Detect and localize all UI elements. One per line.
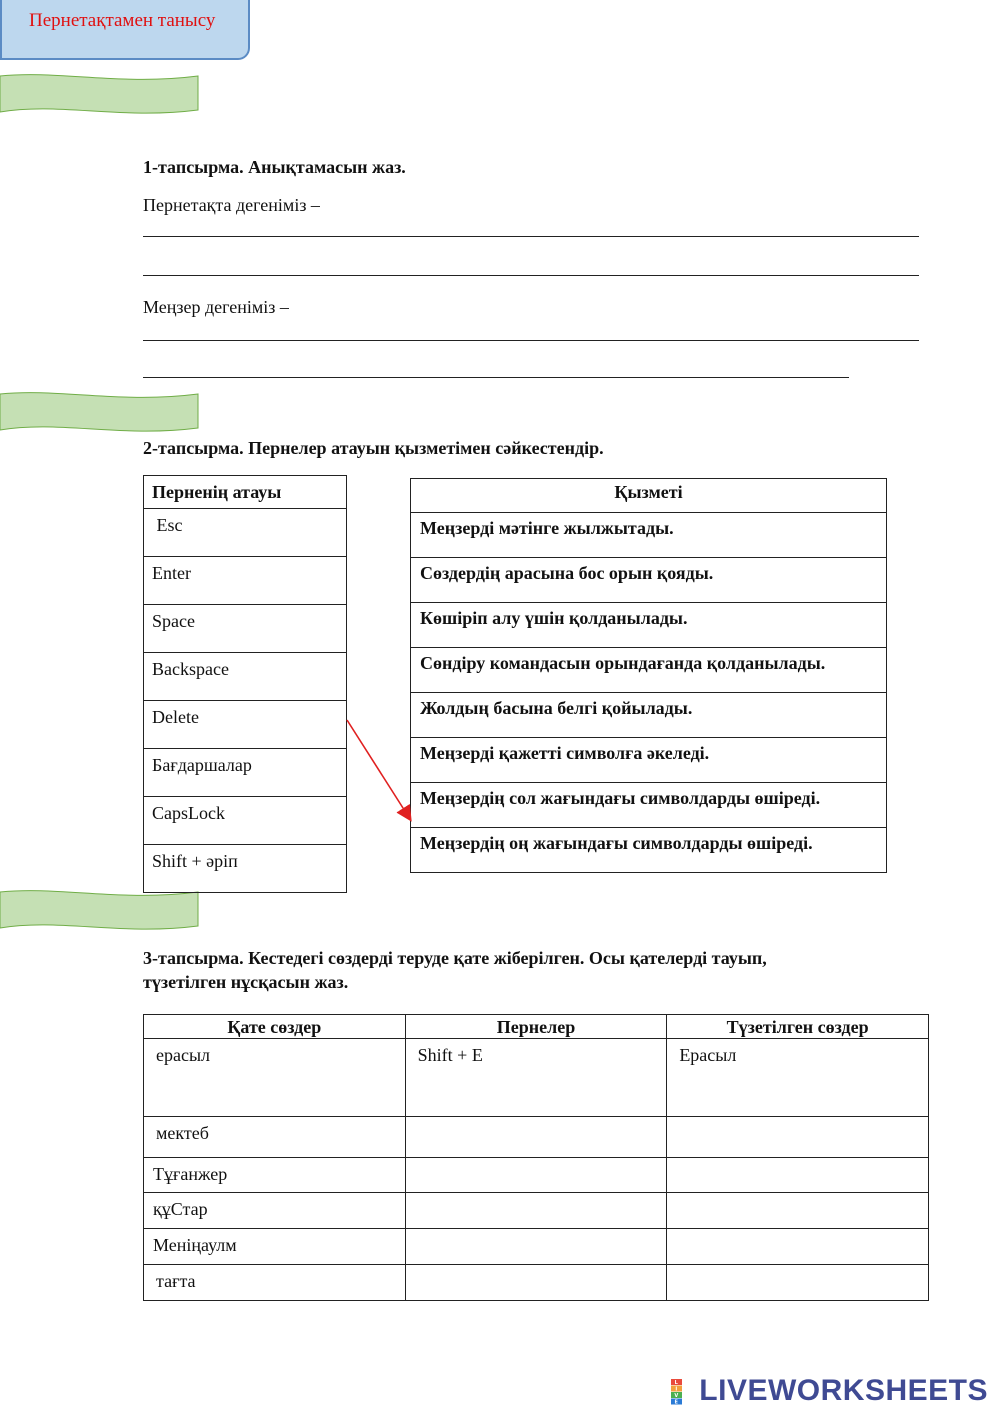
function-item[interactable]: Жолдың басына белгі қойылады. <box>411 693 887 738</box>
logo-mark-letter: E <box>674 1399 679 1406</box>
corrected-word-cell[interactable] <box>667 1158 929 1193</box>
key-item[interactable]: CapsLock <box>144 797 347 845</box>
logo-mark-letter: L <box>674 1380 679 1387</box>
corrected-word-cell[interactable]: Ерасыл <box>667 1039 929 1117</box>
key-item[interactable]: Enter <box>144 557 347 605</box>
function-item[interactable]: Меңзерді мәтінге жылжытады. <box>411 513 887 558</box>
match-arrow <box>340 715 420 830</box>
keys-cell[interactable] <box>405 1193 667 1229</box>
function-item[interactable]: Сөздердің арасына бос орын қояды. <box>411 558 887 603</box>
col-header-wrong-words: Қате сөздер <box>144 1015 406 1039</box>
errors-table <box>143 1014 929 1301</box>
task1-prompt-cursor: Меңзер дегеніміз – <box>143 297 289 317</box>
answer-line[interactable] <box>143 377 849 378</box>
function-item[interactable]: Меңзерді қажетті символға әкеледі. <box>411 738 887 783</box>
keys-cell[interactable] <box>405 1265 667 1301</box>
wrong-word-cell: Тұғанжер <box>144 1158 406 1193</box>
function-item[interactable]: Меңзердің сол жағындағы символдарды өшіреді. <box>411 783 887 828</box>
liveworksheets-logo <box>671 1374 988 1408</box>
page-title: Пернетақтамен танысу <box>0 0 250 60</box>
col-header-corrected-words: Түзетілген сөздер <box>667 1015 929 1039</box>
wrong-word-cell: Меніңаулм <box>144 1229 406 1265</box>
key-item[interactable]: Backspace <box>144 653 347 701</box>
key-item[interactable]: Shift + әріп <box>144 845 347 893</box>
function-item[interactable]: Сөндіру командасын орындағанда қолданылады. <box>411 648 887 693</box>
key-item[interactable]: Бағдаршалар <box>144 749 347 797</box>
functions-header: Қызметі <box>411 479 887 513</box>
task3-heading: 3-тапсырма. Кестедегі сөздерді теруде қате жіберілген. Осы қателерді тауып, түзетілген нұсқасын жаз. <box>143 948 767 992</box>
function-item[interactable]: Көшіріп алу үшін қолданылады. <box>411 603 887 648</box>
liveworksheets-logo-icon <box>671 1379 695 1405</box>
wrong-word-cell: тағта <box>144 1265 406 1301</box>
logo-mark-letter: I <box>675 1386 678 1393</box>
keys-cell[interactable] <box>405 1158 667 1193</box>
col-header-keys: Пернелер <box>405 1015 667 1039</box>
task2-heading: 2-тапсырма. Пернелер атауын қызметімен сәйкестендір. <box>143 438 604 458</box>
task1-heading: 1-тапсырма. Анықтамасын жаз. <box>143 157 406 177</box>
keys-table <box>143 475 347 893</box>
keys-cell[interactable] <box>405 1117 667 1158</box>
corrected-word-cell[interactable] <box>667 1193 929 1229</box>
wrong-word-cell: құСтар <box>144 1193 406 1229</box>
corrected-word-cell[interactable] <box>667 1265 929 1301</box>
functions-table <box>410 478 887 873</box>
key-item[interactable]: Space <box>144 605 347 653</box>
section-ribbon-2 <box>0 390 200 434</box>
answer-line[interactable] <box>143 236 919 237</box>
section-ribbon-1 <box>0 72 200 116</box>
wrong-word-cell: ерасыл <box>144 1039 406 1117</box>
key-item[interactable]: Delete <box>144 701 347 749</box>
wrong-word-cell: мектеб <box>144 1117 406 1158</box>
keys-cell[interactable] <box>405 1229 667 1265</box>
task1-prompt-keyboard: Пернетақта дегеніміз – <box>143 195 320 215</box>
corrected-word-cell[interactable] <box>667 1229 929 1265</box>
section-ribbon-3 <box>0 888 200 932</box>
keys-cell[interactable]: Shift + Е <box>405 1039 667 1117</box>
answer-line[interactable] <box>143 340 919 341</box>
function-item[interactable]: Меңзердің оң жағындағы символдарды өшіреді. <box>411 828 887 873</box>
corrected-word-cell[interactable] <box>667 1117 929 1158</box>
liveworksheets-logo-text: LIVEWORKSHEETS <box>699 1374 988 1407</box>
key-item[interactable]: Esc <box>144 509 347 557</box>
logo-mark-letter: V <box>674 1393 679 1400</box>
answer-line[interactable] <box>143 275 919 276</box>
keys-header: Перненің атауы <box>144 476 347 509</box>
